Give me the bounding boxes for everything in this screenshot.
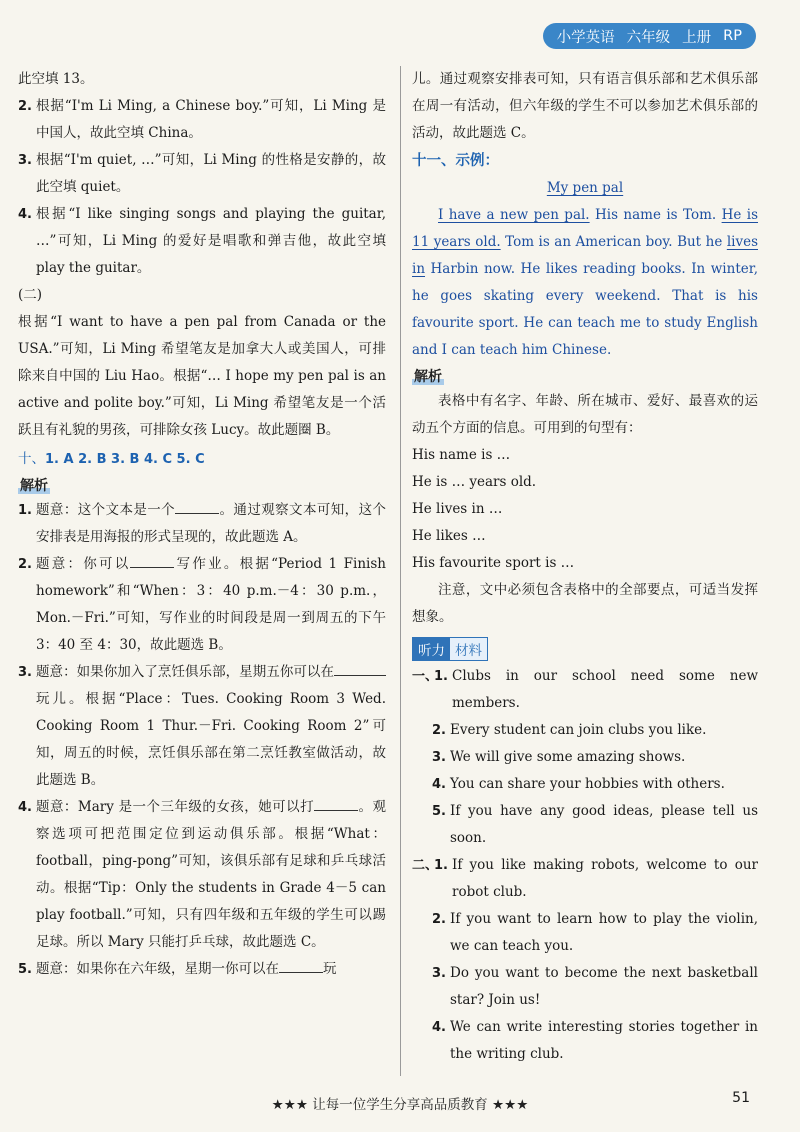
list-item: 2. 题意：你可以 写作业。根据“Period 1 Finish homework”和“When：3：40 p.m.－4：30 p.m.，Mon.－Fri.”可知，写作业的时间段是周一到周五的下午 3：40 至 4：30，故此题选 B。 bbox=[18, 551, 386, 659]
listening-material-tag bbox=[412, 637, 488, 661]
left-top-text: 此空填 13。 bbox=[18, 71, 94, 87]
answer-blank bbox=[279, 958, 323, 973]
essay-title: My pen pal bbox=[546, 180, 624, 196]
left-column bbox=[18, 66, 386, 983]
answer-blank bbox=[175, 499, 219, 514]
header-badge bbox=[543, 23, 756, 49]
analysis-list bbox=[18, 497, 386, 983]
list-item: 2. If you want to learn how to play the violin, we can teach you. bbox=[432, 911, 758, 954]
list-item: 5. If you have any good ideas, please tell us soon. bbox=[432, 803, 758, 846]
header-volume: 上册 bbox=[682, 29, 712, 46]
header-edition: RP bbox=[723, 28, 742, 44]
list-item: 3. Do you want to become the next basketball star? Join us! bbox=[432, 965, 758, 1008]
list-item: 5. 题意：如果你在六年级，星期一你可以在 玩 bbox=[18, 956, 386, 983]
pattern-line: He likes … bbox=[412, 528, 486, 544]
listening-section-1 bbox=[412, 663, 758, 852]
list-item: 4. 根据“I like singing songs and playing the guitar, …”可知，Li Ming 的爱好是唱歌和弹吉他，故此空填 play the guitar。 bbox=[18, 206, 386, 276]
essay-body: I have a new pen pal. His name is Tom. He is 11 years old. Tom is an American boy. But he lives in Harbin now. He likes reading books. In winter, he goes skating every weekend. That is his favourite sport. He can teach me to study English and I can teach him Chinese. bbox=[412, 207, 759, 358]
list-item: 3. 根据“I'm quiet, …”可知，Li Ming 的性格是安静的，故此空填 quiet。 bbox=[18, 152, 386, 195]
part2-label: (二) bbox=[18, 287, 43, 303]
right-column bbox=[412, 66, 758, 1068]
list-item: 4. You can share your hobbies with others. bbox=[432, 776, 725, 792]
material-label: 材料 bbox=[450, 638, 487, 660]
pattern-line: His name is … bbox=[412, 447, 511, 463]
answer-list-part1 bbox=[18, 93, 386, 282]
analysis-label: 解析 bbox=[412, 366, 444, 386]
column-divider bbox=[400, 66, 401, 1076]
pattern-line: He is … years old. bbox=[412, 474, 537, 490]
answer-blank bbox=[314, 796, 358, 811]
section10-label: 十、 bbox=[18, 451, 45, 467]
answer-blank bbox=[130, 553, 174, 568]
list-item: 二、 1. If you like making robots, welcome to our robot club. bbox=[412, 857, 758, 900]
footer-slogan: ★★★ 让每一位学生分享高品质教育 ★★★ bbox=[271, 1097, 529, 1113]
list-item: 3. 题意：如果你加入了烹饪俱乐部，星期五你可以在玩儿。根据“Place：Tues. Cooking Room 3 Wed. Cooking Room 1 Thur.－Fri. Cooking Room 2”可知，周五的时候，烹饪俱乐部在第二烹饪教室做活动，故此题选 B。 bbox=[18, 659, 386, 794]
header-grade: 六年级 bbox=[626, 29, 671, 46]
list-item: 2. Every student can join clubs you like. bbox=[432, 722, 707, 738]
part2-text: 根据“I want to have a pen pal from Canada or the USA.”可知，Li Ming 希望笔友是加拿大人或美国人，可排除来自中国的 Liu Hao。根据“… I hope my pen pal is an active and polite boy.”可知，Li Ming 希望笔友是一个活跃且有礼貌的男孩，可排除女孩 Lucy。故此题圈 B。 bbox=[18, 314, 386, 438]
list-item: 一、 1. Clubs in our school need some new members. bbox=[412, 668, 758, 711]
header-subject: 小学英语 bbox=[556, 29, 615, 46]
right-top-text: 儿。通过观察安排表可知，只有语言俱乐部和艺术俱乐部在周一有活动，但六年级的学生不可以参加艺术俱乐部的活动，故此题选 C。 bbox=[412, 71, 758, 141]
section11-label: 十一、示例： bbox=[412, 153, 499, 169]
listening-section-2 bbox=[412, 852, 758, 1068]
list-item: 4. We can write interesting stories together in the writing club. bbox=[432, 1019, 758, 1062]
analysis-text: 表格中有名字、年龄、所在城市、爱好、最喜欢的运动五个方面的信息。可用到的句型有： bbox=[412, 393, 758, 436]
section10-answers bbox=[18, 446, 386, 473]
listen-label: 听力 bbox=[413, 638, 450, 660]
pattern-line: His favourite sport is … bbox=[412, 555, 575, 571]
list-item: 4. 题意：Mary 是一个三年级的女孩，她可以打 。观察选项可把范围定位到运动俱乐部。根据“What：football，ping-pong”可知，该俱乐部有足球和乒乓球活动。根据“Tip：Only the students in Grade 4－5 can play football.”可知，只有四年级和五年级的学生可以踢足球。所以 Mary 只能打乒乓球，故此题选 C。 bbox=[18, 794, 386, 956]
list-item: 2. 根据“I'm Li Ming, a Chinese boy.”可知，Li Ming 是中国人，故此空填 China。 bbox=[18, 98, 386, 141]
sentence-patterns bbox=[412, 442, 758, 577]
page-number: 51 bbox=[732, 1090, 750, 1106]
pattern-line: He lives in … bbox=[412, 501, 503, 517]
sample-essay bbox=[412, 175, 758, 364]
section10-answer-line: 1. A 2. B 3. B 4. C 5. C bbox=[45, 452, 205, 467]
answer-blank bbox=[334, 661, 386, 676]
note-text: 注意，文中必须包含表格中的全部要点，可适当发挥想象。 bbox=[412, 582, 758, 625]
analysis-label: 解析 bbox=[18, 475, 50, 495]
list-item: 1. 题意：这个文本是一个 。通过观察文本可知，这个安排表是用海报的形式呈现的，故此题选 A。 bbox=[18, 497, 386, 551]
list-item: 3. We will give some amazing shows. bbox=[432, 749, 686, 765]
